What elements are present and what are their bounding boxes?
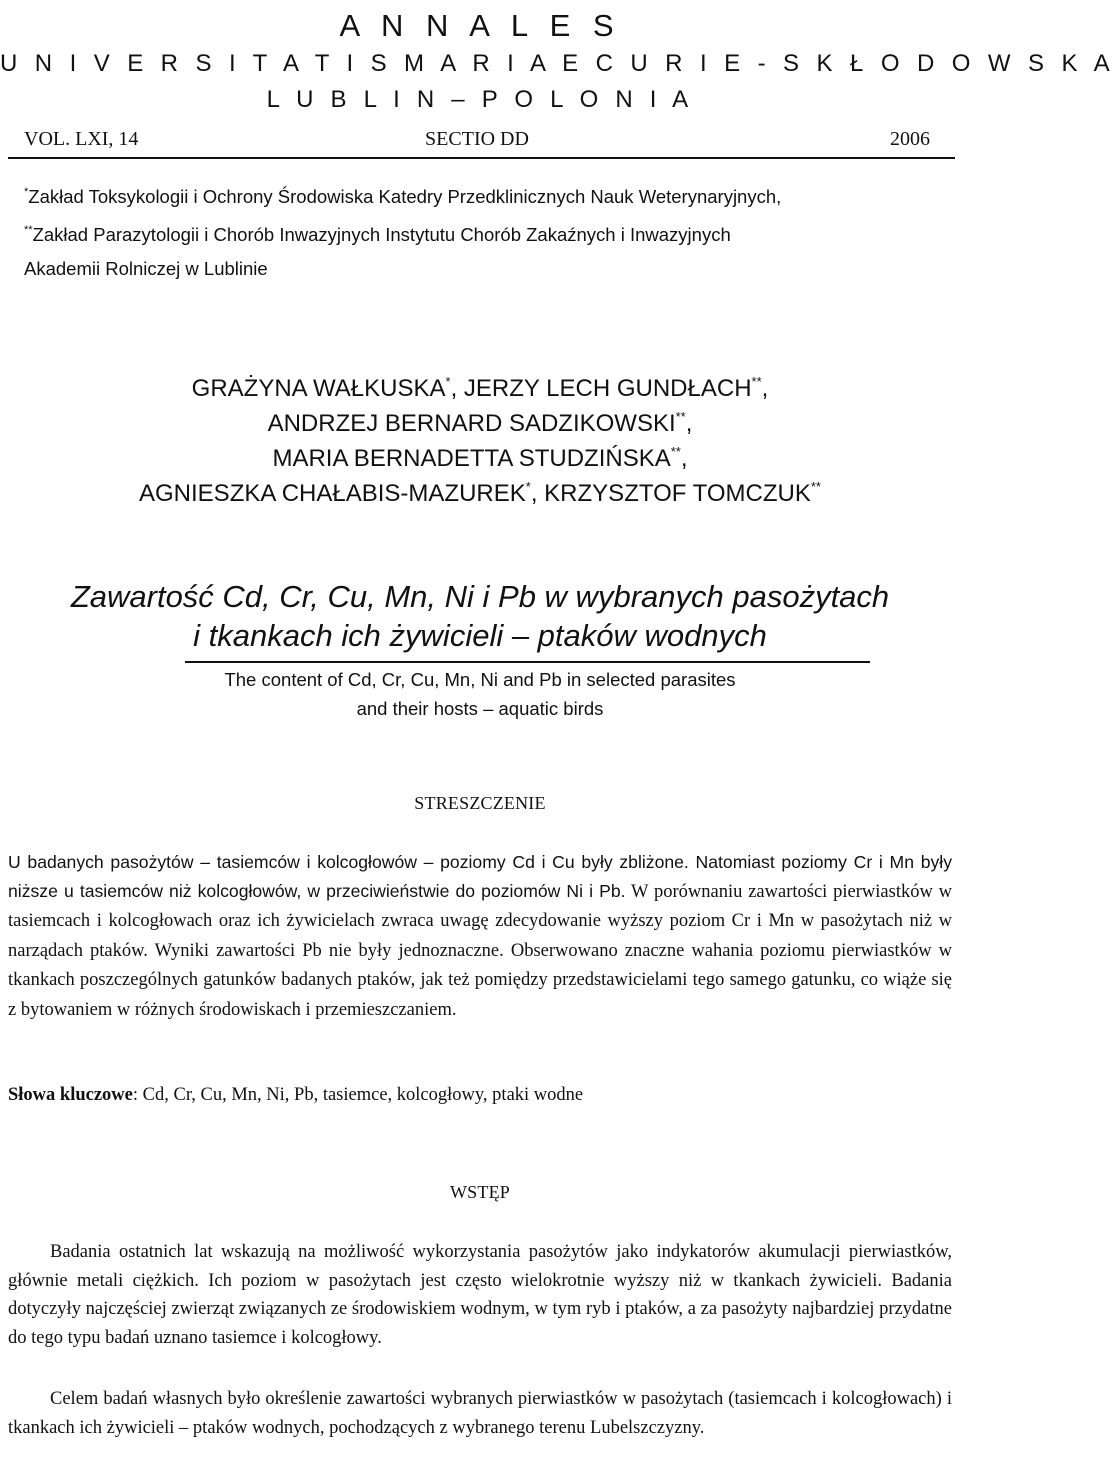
author-name: ANDRZEJ BERNARD SADZIKOWSKI [267,410,676,437]
keywords-separator: : [132,1085,143,1105]
header-divider [8,157,955,159]
author-name: AGNIESZKA CHAŁABIS-MAZUREK [139,480,526,507]
author-mark: ** [751,374,762,389]
abstract-paragraph [8,848,952,1025]
affiliation-2-mark: ** [24,224,33,236]
author-name: MARIA BERNADETTA STUDZIŃSKA [272,445,671,472]
paper-title-pl-line-1: Zawartość Cd, Cr, Cu, Mn, Ni i Pb w wybranych pasożytach [70,579,890,614]
paper-title-pl-line-2: i tkankach ich żywicieli – ptaków wodnych [193,618,767,653]
affiliation-2 [24,224,731,246]
title-divider [185,661,870,663]
journal-title: A N N A L E S [339,8,621,43]
authors-line-1: GRAŻYNA WAŁKUSKA*, JERZY LECH GUNDŁACH**, [191,374,769,402]
journal-university: U N I V E R S I T A T I S M A R I A E C U R I E - S K Ł O D O W S K A [0,50,1115,77]
introduction-paragraph-2: Celem badań własnych było określenie zawartości wybranych pierwiastków w pasożytach (tasiemcach i kolcogłowach) i tkankach ich żywicieli – ptaków wodnych, pochodzących z wybranego terenu Lubelszczyzny. [8,1389,952,1438]
journal-section: SECTIO DD [425,128,529,150]
author-name: JERZY LECH GUNDŁACH [463,375,752,402]
abstract-heading: STRESZCZENIE [414,793,546,813]
authors-line-4: AGNIESZKA CHAŁABIS-MAZUREK*, KRZYSZTOF TOMCZUK** [139,479,821,507]
author-mark: ** [670,444,681,459]
journal-city: L U B L I N – P O L O N I A [266,86,694,113]
abstract-text-part-2: W porównaniu zawartości pierwiastków w tasiemcach i kolcogłowach oraz ich żywicielach zwraca uwagę zdecydowanie wyższy poziom Cr i Mn w pasożytach niż w narządach ptaków. Wyniki zawartości Pb nie były jednoznaczne. Obserwowano znaczne wahania poziomu pierwiastków w tkankach poszczególnych gatunków badanych ptaków, jak też pomiędzy przedstawicielami tego samego gatunku, co wiąże się z bytowaniem w różnych środowiskach i przemieszczaniem. [8,881,953,1020]
author-mark: ** [675,409,686,424]
author-name: KRZYSZTOF TOMCZUK [544,480,811,507]
introduction-heading: WSTĘP [449,1182,510,1202]
affiliation-1 [24,186,781,208]
authors-line-2: ANDRZEJ BERNARD SADZIKOWSKI**, [267,409,693,437]
authors-line-3: MARIA BERNADETTA STUDZIŃSKA**, [272,444,688,472]
paper-title-en-line-1: The content of Cd, Cr, Cu, Mn, Ni and Pb in selected parasites [224,669,736,690]
keywords-label: Słowa kluczowe [8,1085,133,1105]
keywords-line [8,1085,952,1106]
affiliation-1-text: Zakład Toksykologii i Ochrony Środowiska Katedry Przedklinicznych Nauk Weterynaryjnych, [28,186,782,207]
paper-title-en-line-2: and their hosts – aquatic birds [356,698,604,719]
volume-row [24,128,930,158]
author-name: GRAŻYNA WAŁKUSKA [191,375,446,402]
affiliation-2-text: Zakład Parazytologii i Chorób Inwazyjnych Instytutu Chorób Zakaźnych i Inwazyjnych [32,224,731,245]
volume-number: VOL. LXI, 14 [24,128,139,150]
author-mark: ** [810,479,821,494]
author-mark: * [525,479,531,494]
abstract-text-part-1: U badanych pasożytów – tasiemców i kolcogłowów – poziomy Cd i Cu były zbliżone. Natomiast poziomy Cr i Mn były niższe u tasiemców niż kolcogłowów, w przeciwieństwie do poziomów Ni i Pb. [8,852,952,901]
author-mark: * [445,374,451,389]
keywords-text: Cd, Cr, Cu, Mn, Ni, Pb, tasiemce, kolcogłowy, ptaki wodne [142,1085,584,1105]
publication-year: 2006 [890,128,930,150]
affiliation-1-mark: * [24,186,29,198]
affiliation-3: Akademii Rolniczej w Lublinie [24,258,268,279]
introduction-paragraph-1: Badania ostatnich lat wskazują na możliwość wykorzystania pasożytów jako indykatorów akumulacji pierwiastków, głównie metali ciężkich. Ich poziom w pasożytach jest często wielokrotnie wyższy niż w tkankach żywicieli. Badania dotyczyły najczęściej zwierząt związanych ze środowiskiem wodnym, w tym ryb i ptaków, a za pasożyty najbardziej przydatne do tego typu badań uznano tasiemce i kolcogłowy. [8,1242,952,1348]
